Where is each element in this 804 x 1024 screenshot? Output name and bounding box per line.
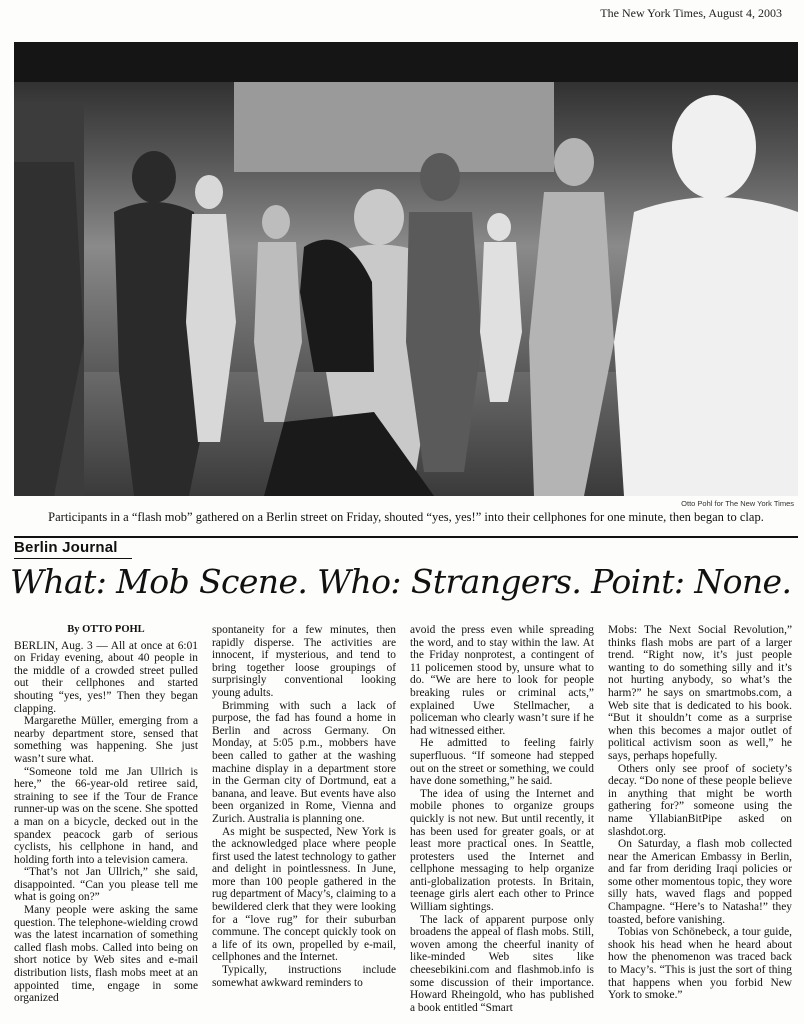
- section-underline: [14, 558, 132, 559]
- paragraph: spontaneity for a few minutes, then rapidly disperse. The activities are innocent, if mysterious, and tend to bring together loose groupings of surprisingly conventional looking young adults.: [212, 624, 396, 699]
- article-column-1: [14, 624, 198, 1020]
- headline: What: Mob Scene. Who: Strangers. Point: None.: [10, 562, 792, 601]
- paragraph: “Someone told me Jan Ullrich is here,” the 66-year-old retiree said, straining to see if the Tour de France runner-up was on the scene. She spotted a man on a bicycle, decked out in the spandex peacock garb of serious cyclists, his cellphone in hand, and holding forth into a television camera.: [14, 765, 198, 866]
- dateline: The New York Times, August 4, 2003: [600, 6, 782, 20]
- paragraph: Typically, instructions include somewhat awkward reminders to: [212, 964, 396, 989]
- paragraph: Brimming with such a lack of purpose, the fad has found a home in Berlin and across Germany. On Monday, at 5:05 p.m., mobbers have been called to gather at the washing machine display in a department store in the German city of Dortmund, eat a banana, and leave. But events have also been organized in Rome, Vienna and Zurich. Australia is planning one.: [212, 699, 396, 825]
- paragraph: Tobias von Schönebeck, a tour guide, shook his head when he heard about how the phenomenon was traced back to Macy’s. “This is just the sort of thing that happens when you forbid New York to smoke.”: [608, 926, 792, 1002]
- article-column-2: [212, 624, 396, 1020]
- photo-credit: Otto Pohl for The New York Times: [681, 499, 794, 508]
- section-rule: [14, 536, 798, 538]
- paragraph: As might be suspected, New York is the acknowledged place where people first used the latest technology to gather and delight in pointlessness. In June, more than 100 people gathered in the rug department of Macy’s, claiming to a bewildered clerk that they were looking for a “love rug” for their suburban commune. The concept quickly took on a life of its own, propelled by e-mail, cellphones and the Internet.: [212, 825, 396, 964]
- paragraph: Many people were asking the same question. The telephone-wielding crowd was the latest incarnation of something called flash mobs. Called into being on short notice by Web sites and e-mail distribution lists, flash mobs meet at an appointed time, engage in some organized: [14, 904, 198, 1005]
- paragraph: Mobs: The Next Social Revolution,” thinks flash mobs are part of a larger trend. “Right now, it’s just people wanting to do something silly and it’s not hurting anybody, so what’s the harm?” he says on smartmobs.com, a Web site that is dedicated to his book. “But it shouldn’t come as a surprise when this becomes a major outlet of political activism soon as well,” he says, perhaps hopefully.: [608, 624, 792, 762]
- article-column-4: [608, 624, 792, 1020]
- paragraph: The idea of using the Internet and mobile phones to organize groups quickly is not new. But until recently, it has been used for greater goals, or at least more practical ones. In Seattle, protesters used the Internet and cellphone messaging to help organize anti-globalization protests. In Britain, teenage girls alert each other to Prince William sightings.: [410, 787, 594, 914]
- byline: By OTTO POHL: [67, 624, 145, 635]
- article-column-3: [410, 624, 594, 1020]
- news-photo: [14, 42, 798, 496]
- paragraph: avoid the press even while spreading the word, and to stay within the law. At the Friday nonprotest, a contingent of 11 policemen stood by, unsure what to do. “We are here to look for people breaking rules or criminal acts,” explained Uwe Stellmacher, a policeman who clearly wasn’t sure if he had witnessed either.: [410, 624, 594, 737]
- paragraph: Margarethe Müller, emerging from a nearby department store, sensed that something was happening. She just wasn’t sure what.: [14, 715, 198, 765]
- paragraph: Others only see proof of society’s decay. “Do none of these people believe in anything that might be worth gathering for?” someone using the name YllabianBitPipe asked on slashdot.org.: [608, 762, 792, 838]
- crowd-photo-illustration: [14, 42, 798, 496]
- photo-caption: Participants in a “flash mob” gathered on a Berlin street on Friday, shouted “yes, yes!” into their cellphones for one minute, then began to clap.: [48, 510, 764, 524]
- paragraph: On Saturday, a flash mob collected near the American Embassy in Berlin, and far from deriding Iraqi policies or some other momentous topic, they wore silly hats, waved flags and popped Champagne. “Here’s to Natasha!” they toasted, before vanishing.: [608, 838, 792, 926]
- paragraph: BERLIN, Aug. 3 — All at once at 6:01 on Friday evening, about 40 people in the middle of a crowded street pulled out their cellphones and started shouting “yes, yes!” Then they began clapping.: [14, 639, 198, 715]
- paragraph: He admitted to feeling fairly superfluous. “If someone had stepped out on the street or something, we could have done something,” he said.: [410, 737, 594, 788]
- section-label: Berlin Journal: [14, 539, 118, 556]
- paragraph: “That’s not Jan Ullrich,” she said, disappointed. “Can you please tell me what is going on?”: [14, 866, 198, 904]
- paragraph: The lack of apparent purpose only broadens the appeal of flash mobs. Still, woven among the cheerful inanity of like-minded Web sites like cheesebikini.com and flashmob.info is some discussion of their importance. Howard Rheingold, who has published a book entitled “Smart: [410, 913, 594, 1014]
